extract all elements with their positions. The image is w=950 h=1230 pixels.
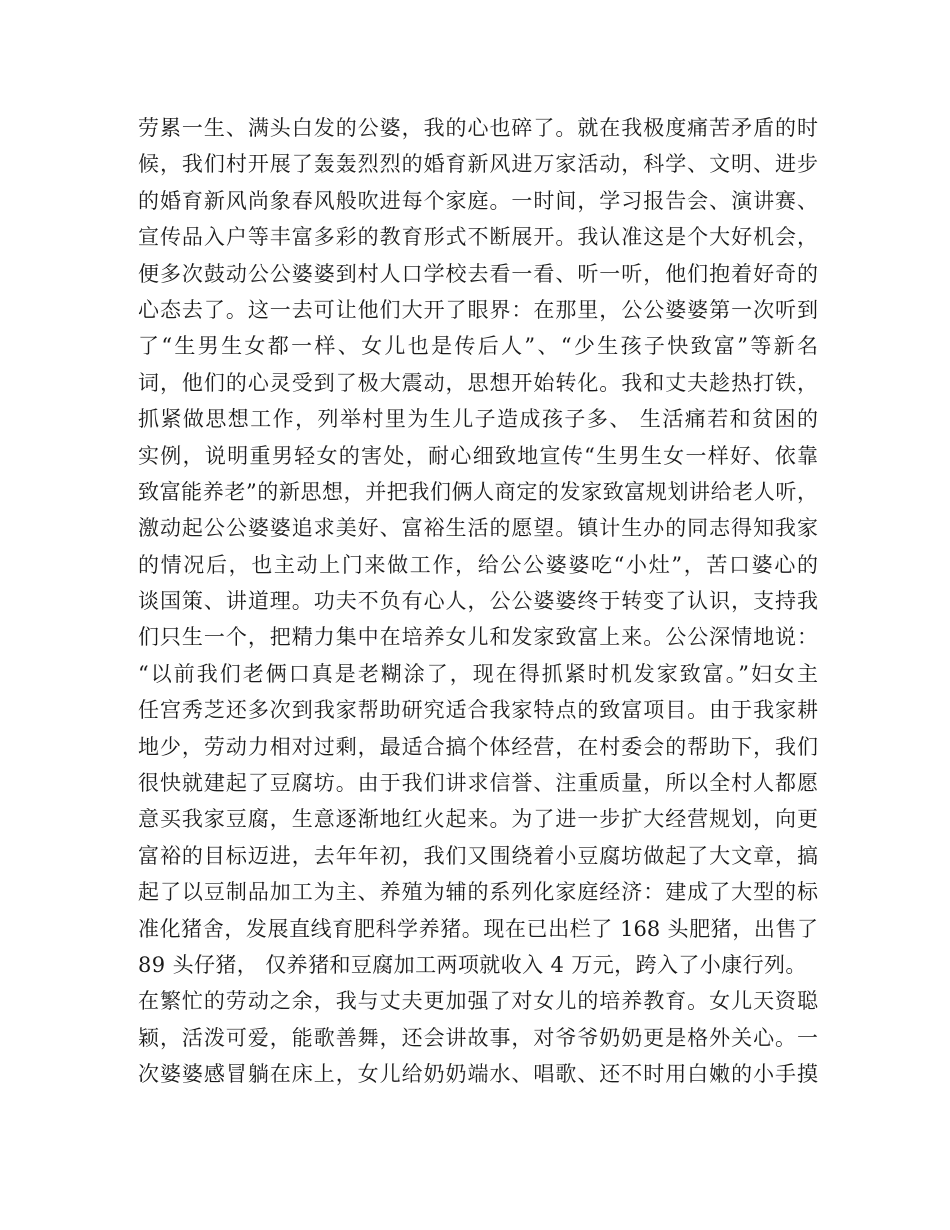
text-line: 地少，劳动力相对过剩，最适合搞个体经营，在村委会的帮助下，我们 xyxy=(138,734,818,759)
text-line: 宣传品入户等丰富多彩的教育形式不断展开。我认准这是个大好机会， xyxy=(138,225,818,250)
text-line: 89 头仔猪， 仅养猪和豆腐加工两项就收入 4 万元，跨入了小康行列。 xyxy=(138,952,807,977)
text-line: 心态去了。这一去可让他们大开了眼界：在那里，公公婆婆第一次听到 xyxy=(138,297,818,322)
text-line: 的情况后，也主动上门来做工作，给公公婆婆吃“小灶”，苦口婆心的 xyxy=(138,552,818,577)
text-line: 富裕的目标迈进，去年年初，我们又围绕着小豆腐坊做起了大文章，搞 xyxy=(138,843,818,868)
text-line: 激动起公公婆婆追求美好、富裕生活的愿望。镇计生办的同志得知我家 xyxy=(138,516,818,541)
text-line: 很快就建起了豆腐坊。由于我们讲求信誉、注重质量，所以全村人都愿 xyxy=(138,771,818,796)
text-line: 了“生男生女都一样、女儿也是传后人”、“少生孩子快致富”等新名 xyxy=(138,334,818,359)
text-line: 颖，活泼可爱，能歌善舞，还会讲故事，对爷爷奶奶更是格外关心。一 xyxy=(138,1025,818,1050)
text-line: 便多次鼓动公公婆婆到村人口学校去看一看、听一听，他们抱着好奇的 xyxy=(138,261,818,286)
text-line: 准化猪舍，发展直线育肥科学养猪。现在已出栏了 168 头肥猪，出售了 xyxy=(138,916,818,941)
text-line: 任宫秀芝还多次到我家帮助研究适合我家特点的致富项目。由于我家耕 xyxy=(138,698,818,723)
text-line: 抓紧做思想工作，列举村里为生儿子造成孩子多、 生活痛若和贫困的 xyxy=(138,407,818,432)
text-line: 劳累一生、满头白发的公婆，我的心也碎了。就在我极度痛苦矛盾的时 xyxy=(138,116,818,140)
text-line: 们只生一个，把精力集中在培养女儿和发家致富上来。公公深情地说： xyxy=(138,625,818,650)
body-text xyxy=(138,110,818,1093)
text-line: 起了以豆制品加工为主、养殖为辅的系列化家庭经济：建成了大型的标 xyxy=(138,880,818,905)
text-line: 的婚育新风尚象春风般吹进每个家庭。一时间，学习报告会、演讲赛、 xyxy=(138,188,818,213)
text-line: 候，我们村开展了轰轰烈烈的婚育新风进万家活动，科学、文明、进步 xyxy=(138,152,818,177)
text-line: “以前我们老俩口真是老糊涂了，现在得抓紧时机发家致富。”妇女主 xyxy=(138,661,818,686)
text-line: 在繁忙的劳动之余，我与丈夫更加强了对女儿的培养教育。女儿天资聪 xyxy=(138,989,818,1014)
text-line: 实例，说明重男轻女的害处，耐心细致地宣传“生男生女一样好、依靠 xyxy=(138,443,818,468)
text-line: 次婆婆感冒躺在床上，女儿给奶奶端水、唱歌、还不时用白嫩的小手摸 xyxy=(138,1062,818,1087)
text-line: 词，他们的心灵受到了极大震动，思想开始转化。我和丈夫趁热打铁， xyxy=(138,370,818,395)
text-line: 致富能养老”的新思想，并把我们俩人商定的发家致富规划讲给老人听， xyxy=(138,479,818,504)
text-line: 谈国策、讲道理。功夫不负有心人，公公婆婆终于转变了认识，支持我 xyxy=(138,589,818,614)
text-line: 意买我家豆腐，生意逐渐地红火起来。为了进一步扩大经营规划，向更 xyxy=(138,807,818,832)
